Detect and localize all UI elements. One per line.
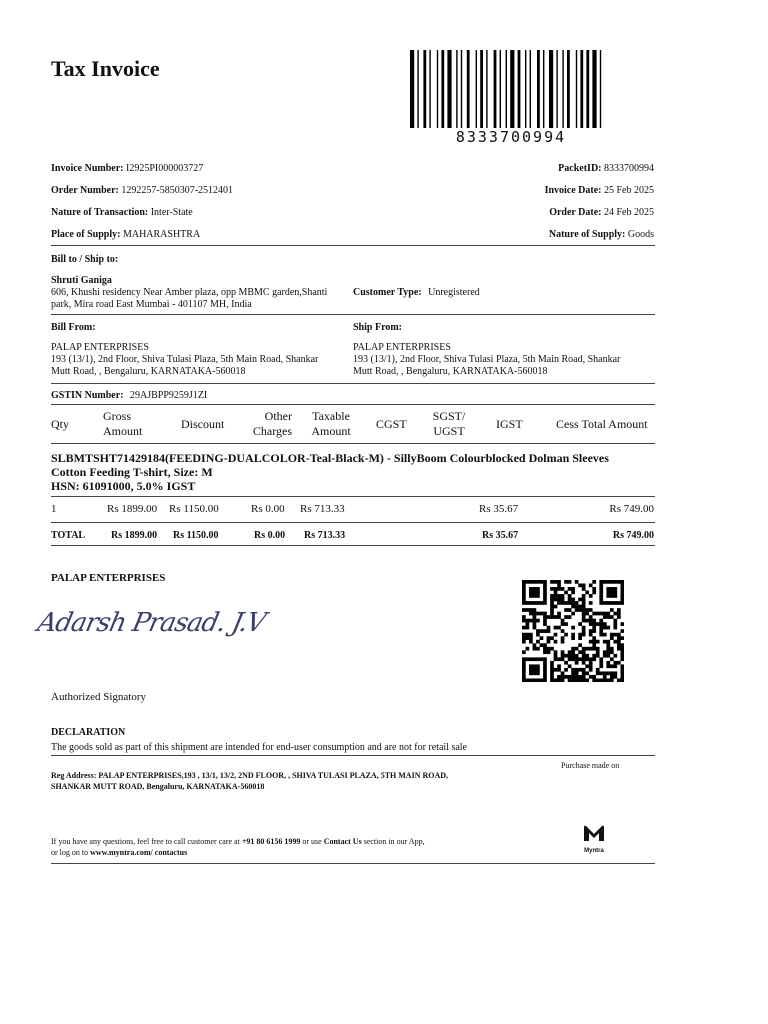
col-taxable (308, 409, 354, 439)
nature-of-supply-row (549, 229, 654, 241)
footer-text-a: If you have any questions, feel free to call customer care at (51, 837, 242, 846)
ship-from-name: PALAP ENTERPRISES (353, 342, 451, 353)
product-hsn: HSN: 61091000, 5.0% IGST (51, 479, 196, 493)
reg-address-text1: PALAP ENTERPRISES,193 , 13/1, 13/2, 2ND FLOOR, , SHIVA TULASI PLAZA, 5TH MAIN ROAD, (98, 771, 449, 780)
col-qty: Qty (51, 417, 69, 431)
product-line1: SLBMTSHT71429184(FEEDING-DUALCOLOR-Teal-Black-M) - SillyBoom Colourblocked Dolman Sleeves (51, 451, 609, 465)
customer-address-line1: 606, Khushi residency Near Amber plaza, opp MBMC garden,Shanti (51, 287, 328, 298)
divider (51, 545, 655, 546)
customer-type: Unregistered (428, 287, 480, 298)
packet-id: 8333700994 (604, 163, 654, 174)
divider (51, 522, 655, 523)
declaration-heading: DECLARATION (51, 727, 126, 738)
col-other-charges (244, 409, 292, 439)
barcode (406, 50, 616, 145)
footer-text-b: or use (300, 837, 324, 846)
qr-code (522, 580, 624, 682)
customer-type-label: Customer Type: (353, 287, 422, 298)
col-discount: Discount (181, 417, 225, 431)
divider (51, 245, 655, 246)
customer-care-phone[interactable]: +91 80 6156 1999 (241, 837, 301, 846)
gstin-label: GSTIN Number: (51, 390, 124, 401)
signature (35, 608, 268, 638)
total-discount: Rs 1150.00 (173, 530, 219, 541)
col-sgst (426, 409, 472, 439)
order-number-label: Order Number: (51, 185, 119, 196)
invoice-number-row (51, 163, 203, 175)
nature-of-supply: Goods (627, 229, 654, 240)
row-total: Rs 749.00 (609, 503, 654, 515)
gstin-row (51, 390, 207, 402)
customer-name: Shruti Ganiga (51, 275, 112, 286)
row-gross: Rs 1899.00 (107, 503, 158, 515)
footer-text-c: section in our App, (361, 837, 425, 846)
reg-address-label: Reg Address: (51, 771, 97, 780)
place-of-supply-row (51, 229, 200, 241)
divider (51, 404, 655, 405)
row-qty: 1 (51, 503, 57, 515)
myntra-contact-link[interactable]: www.myntra.com/ contactus (90, 848, 188, 857)
ship-from-address-line1: 193 (13/1), 2nd Floor, Shiva Tulasi Plaza, 5th Main Road, Shankar (353, 354, 621, 365)
signatory-company: PALAP ENTERPRISES (51, 572, 166, 584)
divider (51, 496, 655, 497)
footer-line2 (51, 847, 521, 858)
col-igst: IGST (496, 417, 523, 431)
divider (51, 443, 655, 444)
col-gross-line1: Gross (103, 409, 132, 423)
col-gross-line2: Amount (103, 424, 143, 438)
divider (51, 863, 655, 864)
divider (51, 383, 655, 384)
myntra-logo-text: Myntra (584, 848, 604, 854)
purchase-made-on: Purchase made on (561, 761, 620, 770)
col-gross (103, 409, 142, 439)
invoice-number-label: Invoice Number: (51, 163, 124, 174)
total-amount: Rs 749.00 (612, 530, 654, 541)
footer-line1 (51, 836, 521, 847)
invoice-number: I2925PI000003727 (126, 163, 204, 174)
packet-id-label: PacketID: (558, 163, 602, 174)
myntra-logo (578, 824, 610, 855)
nature-of-supply-label: Nature of Supply: (548, 229, 626, 240)
divider (51, 755, 655, 756)
col-cgst: CGST (376, 417, 407, 431)
myntra-logo-icon (582, 824, 606, 842)
invoice-date-label: Invoice Date: (544, 185, 602, 196)
order-date: 24 Feb 2025 (604, 207, 654, 218)
contact-us-link[interactable]: Contact Us (323, 837, 362, 846)
col-other-line1: Other (264, 409, 292, 423)
place-of-supply: MAHARASHTRA (122, 229, 201, 240)
total-gross: Rs 1899.00 (111, 530, 158, 541)
col-other-line2: Charges (252, 424, 292, 438)
page-title: Tax Invoice (51, 56, 160, 81)
barcode-number: 8333700994 (455, 128, 567, 146)
row-taxable: Rs 713.33 (300, 503, 345, 515)
ship-from-address-line2: Mutt Road, , Bengaluru, KARNATAKA-560018 (353, 366, 548, 377)
invoice-date: 25 Feb 2025 (604, 185, 654, 196)
nature-transaction: Inter-State (150, 207, 193, 218)
bill-from-address-line1: 193 (13/1), 2nd Floor, Shiva Tulasi Plaza, 5th Main Road, Shankar (51, 354, 319, 365)
bill-from-label: Bill From: (51, 322, 96, 333)
reg-address-line2: SHANKAR MUTT ROAD, Bengaluru, KARNATAKA-560018 (51, 782, 265, 791)
product-line2: Cotton Feeding T-shirt, Size: M (51, 465, 213, 479)
col-taxable-line2: Amount (311, 424, 351, 438)
row-discount: Rs 1150.00 (169, 503, 219, 515)
customer-address-line2: park, Mira road East Mumbai - 401107 MH, India (51, 299, 252, 310)
total-label: TOTAL (51, 530, 86, 541)
barcode-bars (406, 50, 616, 130)
reg-address (51, 770, 521, 792)
declaration-text: The goods sold as part of this shipment are intended for end-user consumption and are not for retail sale (51, 742, 467, 753)
col-sgst-line1: SGST/ (432, 409, 466, 423)
col-sgst-line2: UGST (433, 424, 465, 438)
order-date-label: Order Date: (549, 207, 602, 218)
footer-text-d: or log on to (51, 848, 91, 857)
nature-transaction-row (51, 207, 193, 219)
packet-id-row (558, 163, 654, 175)
col-cess-total: Cess Total Amount (556, 417, 648, 431)
order-date-row (549, 207, 654, 219)
col-taxable-line1: Taxable (312, 409, 350, 423)
divider (51, 314, 655, 315)
place-of-supply-label: Place of Supply: (51, 229, 121, 240)
reg-address-line1 (51, 770, 521, 781)
nature-transaction-label: Nature of Transaction: (51, 207, 149, 218)
order-number-row (51, 185, 233, 197)
order-number: 1292257-5850307-2512401 (121, 185, 234, 196)
invoice-date-row (545, 185, 654, 197)
total-other: Rs 0.00 (254, 530, 286, 541)
signature-text: Adarsh Prasad. J.V (34, 608, 268, 638)
bill-to-label: Bill to / Ship to: (51, 254, 119, 265)
gstin-value: 29AJBPP9259J1ZI (130, 390, 208, 401)
footer-contact (51, 836, 521, 858)
ship-from-label: Ship From: (353, 322, 402, 333)
authorized-signatory-label: Authorized Signatory (51, 691, 147, 703)
row-igst: Rs 35.67 (479, 503, 519, 515)
total-taxable: Rs 713.33 (304, 530, 346, 541)
row-other: Rs 0.00 (251, 503, 285, 515)
bill-from-name: PALAP ENTERPRISES (51, 342, 149, 353)
customer-type-row (353, 287, 480, 299)
qr-code-pattern (522, 580, 624, 682)
bill-from-address-line2: Mutt Road, , Bengaluru, KARNATAKA-560018 (51, 366, 246, 377)
total-igst: Rs 35.67 (482, 530, 519, 541)
